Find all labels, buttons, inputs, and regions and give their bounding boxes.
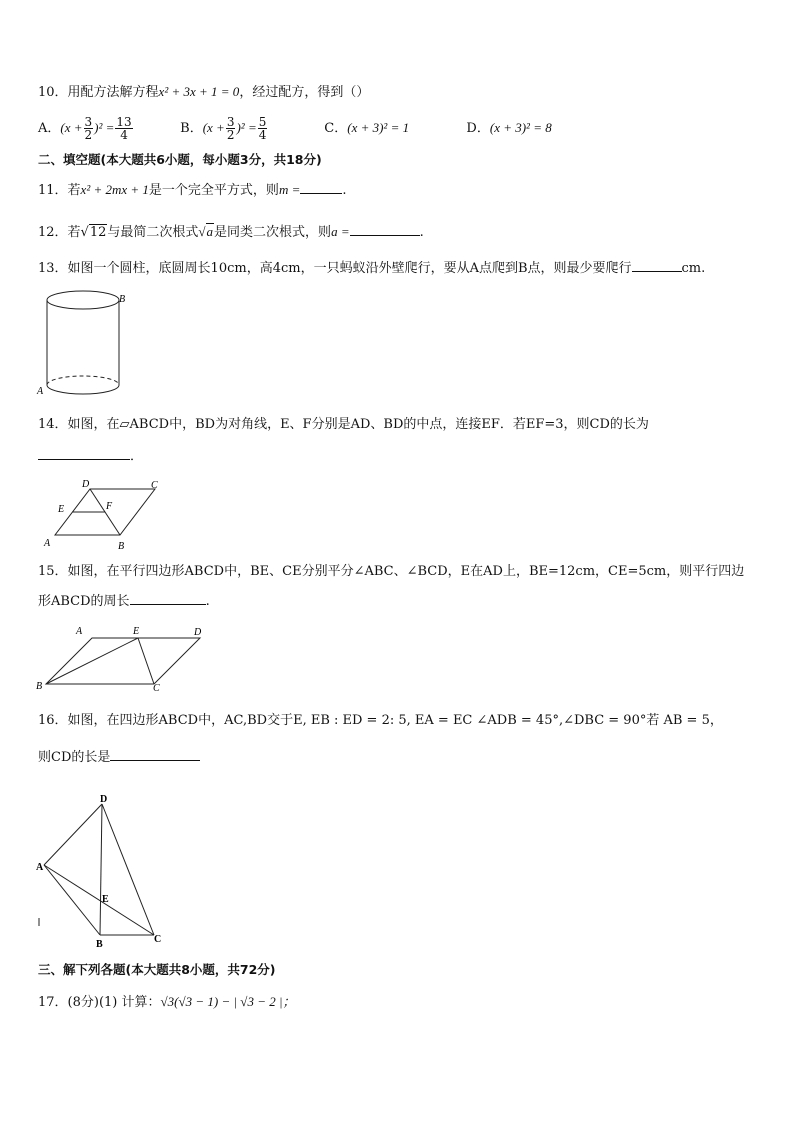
- q16-line1: 16．如图，在四边形ABCD中，AC,BD交于E, EB : ED = 2: 5, EA = EC ∠ADB = 45°,∠DBC = 90°若 AB = 5，: [38, 713, 723, 728]
- q10-equation: x² + 3x + 1 = 0: [158, 84, 240, 99]
- quadrilateral-figure-q16: [36, 790, 176, 950]
- point-label-b: B: [119, 294, 126, 305]
- cylinder-figure: [36, 288, 136, 398]
- radical: √a: [198, 224, 214, 239]
- cylinder-bottom-back: [47, 376, 119, 385]
- point-label-b: B: [36, 681, 43, 692]
- point-label-a: A: [36, 862, 44, 873]
- q15-line2: 形ABCD的周长 .: [38, 594, 210, 609]
- section-2-title: 二、填空题(本大题共6小题，每小题3分，共18分): [38, 152, 322, 167]
- segment-ab: [44, 865, 100, 935]
- fraction: $\frac{13}{4}$: [116, 115, 132, 142]
- q10-option-d[interactable]: D．(x + 3)² = 8: [466, 120, 552, 136]
- fraction: $\frac{3}{2}$: [84, 115, 93, 142]
- q17: 17．(8分)(1) 计算：√3(√3 − 1) − | √3 − 2 |；: [38, 994, 296, 1010]
- cylinder-top: [47, 291, 119, 309]
- point-label-d: D: [82, 479, 90, 490]
- point-label-d: D: [194, 627, 202, 638]
- segment-bd: [100, 804, 102, 935]
- segment-be: [46, 638, 138, 684]
- q14-answer: ．: [38, 447, 143, 467]
- q16-line2: 则CD的长是: [38, 748, 200, 768]
- q16-answer-blank[interactable]: [110, 748, 200, 761]
- q10-stem: 10．用配方法解方程x² + 3x + 1 = 0，经过配方，得到（）: [38, 84, 370, 100]
- point-label-a: A: [76, 626, 83, 637]
- q12: 12．若√12与最简二次根式√a是同类二次根式，则a = .: [38, 222, 424, 243]
- segment-ce: [138, 638, 154, 684]
- q10-option-c[interactable]: C．(x + 3)² = 1: [324, 120, 410, 136]
- cylinder-bottom-front: [47, 385, 119, 394]
- q10-option-a[interactable]: A．(x + $\frac{3}{2}$ )² = $\frac{13}{4}$: [38, 115, 132, 142]
- point-label-e: E: [133, 626, 140, 637]
- q10-option-b[interactable]: B．(x + $\frac{3}{2}$ )² = $\frac{5}{4}$: [180, 115, 267, 142]
- point-label-b: B: [96, 939, 103, 950]
- radical: √12: [80, 225, 107, 240]
- point-label-e: E: [58, 504, 65, 515]
- q14-answer-blank[interactable]: [38, 447, 130, 460]
- parallelogram-figure-q14: [38, 476, 168, 554]
- q15-line1: 15．如图，在平行四边形ABCD中，BE、CE分别平分∠ABC、∠BCD，E在AD上，BE=12cm，CE=5cm，则平行四边: [38, 564, 745, 579]
- point-label-c: C: [154, 934, 162, 945]
- q15-answer-blank[interactable]: [130, 592, 206, 605]
- q11: 11．若x² + 2mx + 1是一个完全平方式，则m = .: [38, 182, 347, 198]
- q14: 14．如图，在▱ABCD中，BD为对角线，E、F分别是AD、BD的中点，连接EF．若EF=3，则CD的长为: [38, 417, 649, 432]
- point-label-c: C: [153, 683, 160, 694]
- segment-cd: [102, 804, 154, 935]
- q13-answer-blank[interactable]: [632, 259, 682, 272]
- q10-options: [38, 116, 552, 141]
- point-label-b: B: [118, 541, 125, 552]
- point-label-e: E: [102, 894, 109, 905]
- section-3-title: 三、解下列各题(本大题共8小题，共72分): [38, 962, 276, 977]
- q12-answer-blank[interactable]: [350, 223, 420, 236]
- point-label-d: D: [100, 794, 108, 805]
- q13: 13．如图一个圆柱，底圆周长10cm，高4cm，一只蚂蚁沿外壁爬行，要从A点爬到B点，则最少要爬行 cm.: [38, 261, 706, 276]
- point-label-f: F: [106, 501, 113, 512]
- point-label-c: C: [151, 480, 158, 491]
- point-label-a: A: [44, 538, 51, 549]
- fraction: $\frac{3}{2}$: [226, 115, 235, 142]
- q11-answer-blank[interactable]: [300, 181, 342, 194]
- segment-ac: [44, 865, 154, 935]
- parallelogram-abcd: [46, 638, 200, 684]
- fraction: $\frac{5}{4}$: [258, 115, 267, 142]
- segment-ad: [44, 804, 102, 865]
- parallelogram-figure-q15: [36, 625, 216, 695]
- point-label-a: A: [37, 386, 44, 397]
